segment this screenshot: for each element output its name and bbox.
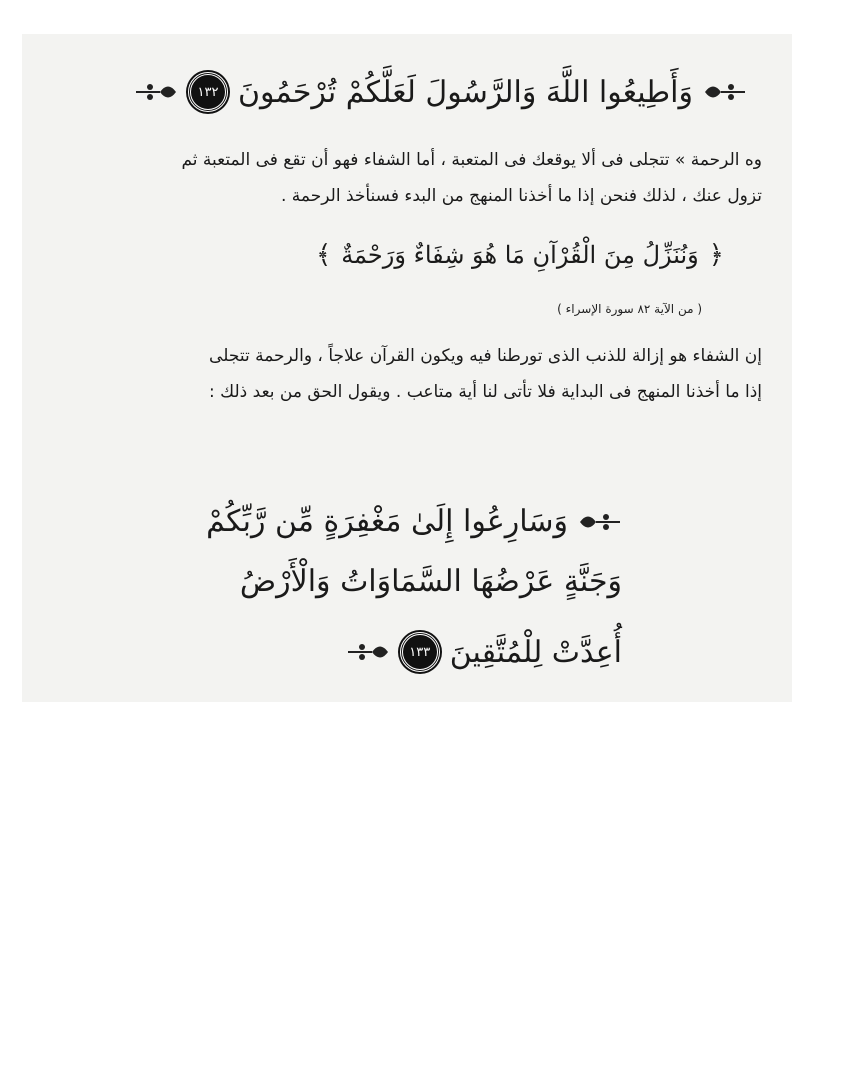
verse-bottom-line-1-text: وَسَارِعُوا إِلَىٰ مَغْفِرَةٍ مِّن رَّبِّكُمْ: [206, 504, 568, 539]
paragraph-1-line-2: تزول عنك ، لذلك فنحن إذا ما أخذنا المنهج من البدء فسنأخذ الرحمة .: [281, 186, 762, 206]
paragraph-2-line-1: إن الشفاء هو إزالة للذنب الذى تورطنا فيه ويكون القرآن علاجاً ، والرحمة تتجلى: [209, 346, 762, 366]
verse-top-text: وَأَطِيعُوا اللَّهَ وَالرَّسُولَ لَعَلَّكُمْ تُرْحَمُونَ: [237, 74, 693, 110]
verse-bottom-line-3-text: أُعِدَّتْ لِلْمُتَّقِينَ: [449, 634, 622, 670]
paragraph-2-line-2: إذا ما أخذنا المنهج فى البداية فلا تأتى لنا أية متاعب . ويقول الحق من بعد ذلك :: [209, 382, 762, 402]
verse-citation: ( من الآية ٨٢ سورة الإسراء ): [557, 302, 702, 316]
quote-verse-text: وَنُنَزِّلُ مِنَ الْقُرْآنِ مَا هُوَ شِفَاءٌ وَرَحْمَةٌ: [341, 241, 699, 269]
ayah-number-badge: ١٣٣: [400, 632, 440, 672]
verse-top: [134, 72, 747, 112]
ornament-left-icon: [346, 639, 390, 665]
ornament-right-icon: [578, 509, 622, 535]
ornament-left-icon: [134, 79, 178, 105]
paragraph-1-line-1: وه الرحمة » تتجلى فى ألا يوقعك فى المتعبة ، أما الشفاء فهو أن تقع فى المتعبة ثم: [181, 150, 762, 170]
verse-bottom-line-3: [346, 632, 622, 672]
ornament-right-icon: [703, 79, 747, 105]
verse-bottom-line-2: [240, 564, 622, 599]
ayah-number-badge: ١٣٢: [188, 72, 228, 112]
scanned-page: [22, 34, 792, 702]
close-bracket: ﴾: [315, 240, 332, 270]
verse-bottom-line-1: [206, 504, 622, 539]
open-bracket: ﴿: [708, 240, 724, 270]
verse-bottom-line-2-text: وَجَنَّةٍ عَرْضُهَا السَّمَاوَاتُ وَالْأَرْضُ: [239, 564, 622, 599]
quote-verse: [316, 240, 724, 270]
